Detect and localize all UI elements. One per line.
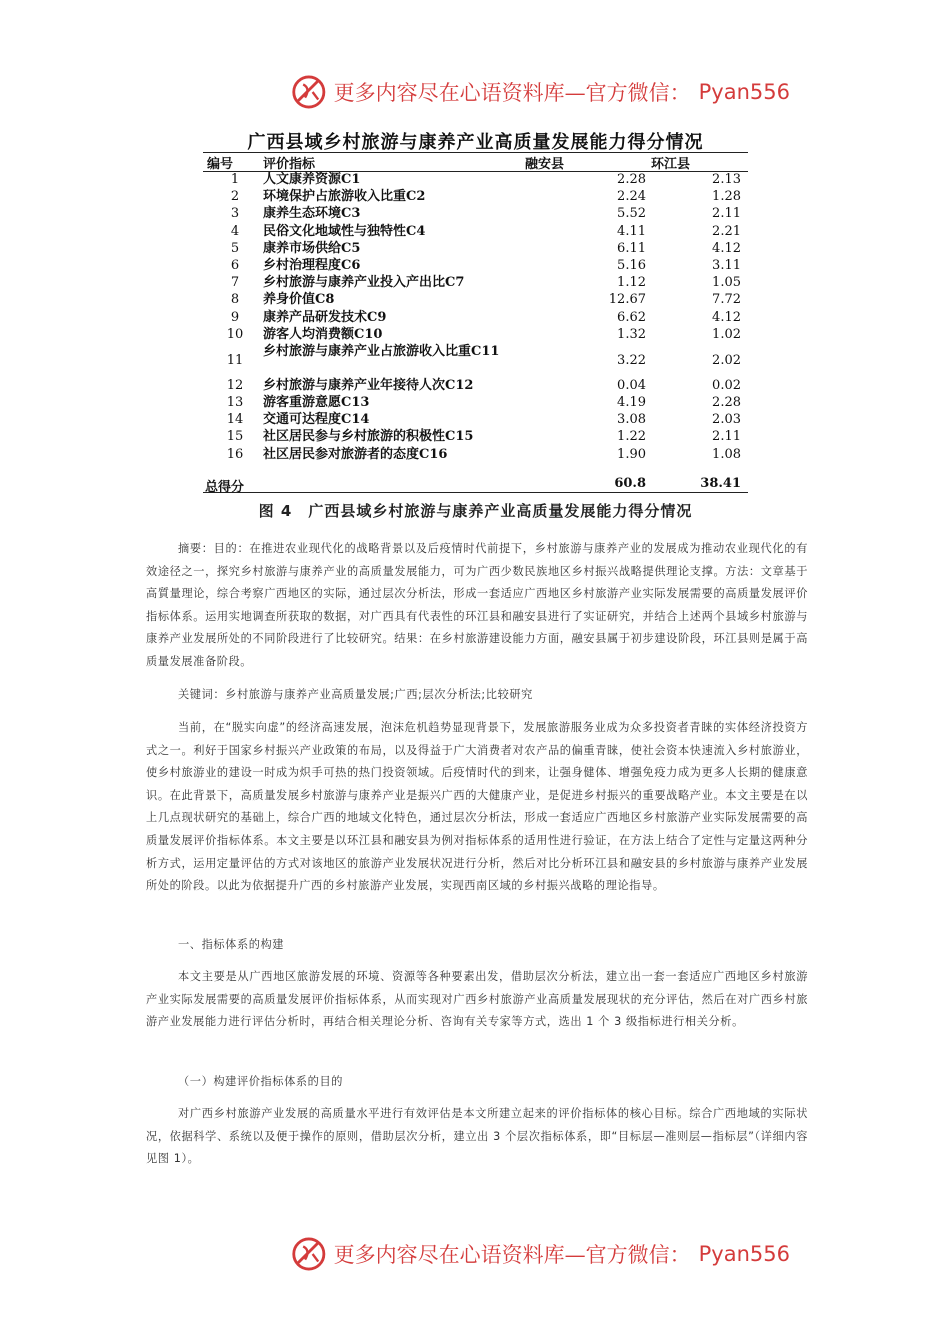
figure-caption: 图 4 广西县域乡村旅游与康养产业高质量发展能力得分情况	[258, 502, 693, 520]
score-table-figure	[203, 128, 748, 528]
table-body	[203, 172, 748, 464]
table-row	[203, 378, 748, 395]
row-indicator: 交通可达程度C14	[263, 412, 370, 428]
row-indicator: 乡村旅游与康养产业投入产出比C7	[263, 275, 465, 291]
row-value-col1: 2.24	[617, 189, 646, 205]
abstract-paragraph: 摘要：目的：在推进农业现代化的战略背景以及后疫情时代前提下，乡村旅游与康养产业的发展成为推动农业现代化的有效途径之一，探究乡村旅游与康养产业的高质量发展能力，可为广西少数民族地区乡村振兴战略提供理论支撑。方法：文章基于高質量理论，综合考察广西地区的实际，通过层次分析法，形成一套适应广西地区乡村旅游产业实际发展需要的高质量发展评价指标体系。运用实地调查所获取的数据，对广西具有代表性的环江县和融安县进行了实证研究，并结合上述两个县域乡村旅游与康养产业发展所处的不同阶段进行了比较研究。结果：在乡村旅游建设能力方面，融安县属于初步建设阶段，环江县则是属于高质量发展准备阶段。	[146, 542, 808, 668]
watermark-banner-bottom	[290, 1232, 790, 1276]
header-indicator: 评价指标	[263, 157, 316, 172]
table-row	[203, 172, 748, 189]
table-title: 广西县域乡村旅游与康养产业高质量发展能力得分情况	[247, 132, 704, 153]
table-row	[203, 412, 748, 429]
row-number: 4	[230, 223, 240, 239]
table-row	[203, 429, 748, 446]
table-row	[203, 241, 748, 258]
intro-paragraph: 当前，在“脱实向虚”的经济高速发展，泡沫危机趋势显现背景下，发展旅游服务业成为众多投资者青睐的实体经济投资方式之一。利好于国家乡村振兴产业政策的布局，以及得益于广大消费者对农产品的偏重青睐，使社会资本快速流入乡村旅游业，使乡村旅游业的建设一时成为炽手可热的热门投资领域。后疫情时代的到来，让强身健体、增强免疫力成为更多人长期的健康意识。在此背景下，高质量发展乡村旅游与康养产业是振兴广西的大健康产业，是促进乡村振兴的重要战略产业。本文主要是在以上几点现状研究的基础上，综合广西的地域文化特色，通过层次分析法，形成一套适应广西地区乡村旅游产业实际发展需要的高质量发展评价指标体系。本文主要是以环江县和融安县为例对指标体系的适用性进行验证，在方法上结合了定性与定量这两种分析方式，运用定量评估的方式对该地区的旅游产业发展状况进行分析，然后对比分析环江县和融安县的乡村旅游与康养产业发展所处的阶段。以此为依据提升广西的乡村旅游产业发展，实现西南区域的乡村振兴战略的理论指导。	[146, 721, 808, 893]
row-value-col2: 2.13	[712, 172, 741, 187]
row-number: 11	[226, 352, 244, 368]
row-indicator: 社区居民参对旅游者的态度C16	[263, 446, 448, 462]
row-value-col2: 1.08	[712, 446, 741, 462]
row-number: 3	[230, 206, 240, 222]
row-value-col2: 2.28	[712, 395, 741, 411]
header-col1: 融安县	[525, 157, 565, 172]
row-indicator: 康养市场供给C5	[263, 240, 361, 256]
row-value-col1: 1.90	[617, 446, 646, 462]
table-row	[203, 258, 748, 275]
row-value-col2: 7.72	[712, 292, 741, 308]
row-indicator: 乡村治理程度C6	[263, 257, 361, 273]
row-value-col1: 5.52	[617, 206, 646, 222]
row-value-col2: 3.11	[712, 257, 741, 273]
section-heading-1: 一、指标体系的构建	[178, 938, 285, 951]
table-row	[203, 224, 748, 241]
row-number: 8	[230, 292, 240, 308]
table-total-row	[203, 476, 748, 493]
row-indicator: 人文康养资源C1	[263, 172, 361, 187]
watermark-banner-top	[290, 70, 790, 114]
watermark-logo-icon	[290, 1235, 328, 1273]
row-value-col1: 6.62	[617, 309, 646, 325]
row-value-col2: 1.05	[712, 275, 741, 291]
row-value-col2: 2.11	[712, 206, 741, 222]
row-indicator: 游客重游意愿C13	[263, 395, 370, 411]
row-number: 9	[230, 309, 240, 325]
row-value-col2: 2.21	[712, 223, 741, 239]
row-value-col1: 1.22	[617, 429, 646, 445]
row-number: 12	[226, 377, 244, 393]
row-number: 10	[226, 326, 244, 342]
row-number: 5	[230, 240, 240, 256]
row-value-col1: 6.11	[617, 240, 646, 256]
row-value-col2: 4.12	[712, 309, 741, 325]
table-row	[203, 395, 748, 412]
watermark-logo-icon	[290, 73, 328, 111]
row-indicator: 环境保护占旅游收入比重C2	[263, 189, 426, 205]
header-no: 编号	[207, 157, 234, 172]
row-number: 14	[226, 412, 244, 428]
row-value-col1: 3.22	[617, 352, 646, 368]
table-row	[203, 344, 748, 378]
table-row	[203, 327, 748, 344]
section-1-paragraph: 本文主要是从广西地区旅游发展的环境、资源等各种要素出发，借助层次分析法，建立出一套一套适应广西地区乡村旅游产业实际发展需要的高质量发展评价指标体系，从而实现对广西乡村旅游产业高质量发展现状的充分评估，然后在对广西乡村旅游产业发展能力进行评估分析时，再结合相关理论分析、咨询有关专家等方式，选出 1 个 3 级指标进行相关分析。	[146, 970, 808, 1029]
row-value-col1: 3.08	[617, 412, 646, 428]
total-value-col2: 38.41	[700, 476, 741, 491]
table-row	[203, 292, 748, 309]
row-number: 6	[230, 257, 240, 273]
row-value-col1: 0.04	[617, 377, 646, 393]
table-row	[203, 447, 748, 464]
row-value-col2: 0.02	[712, 377, 741, 393]
row-number: 16	[226, 446, 244, 462]
table-header	[203, 152, 748, 172]
row-indicator: 乡村旅游与康养产业年接待人次C12	[263, 377, 474, 393]
section-heading-2: （一）构建评价指标体系的目的	[178, 1075, 344, 1088]
header-col2: 环江县	[651, 157, 691, 172]
row-value-col1: 1.32	[617, 326, 646, 342]
watermark-text: 更多内容尽在心语资料库—官方微信：	[333, 81, 691, 105]
row-number: 15	[226, 429, 244, 445]
table-row	[203, 310, 748, 327]
row-value-col2: 1.28	[712, 189, 741, 205]
row-value-col1: 4.19	[617, 395, 646, 411]
row-indicator: 游客人均消费额C10	[263, 326, 383, 342]
row-number: 1	[230, 172, 240, 187]
row-indicator: 养身价值C8	[263, 292, 335, 308]
watermark-wechat: Pyan556	[698, 80, 790, 104]
section-2-paragraph: 对广西乡村旅游产业发展的高质量水平进行有效评估是本文所建立起来的评价指标体的核心目标。综合广西地域的实际状况，依据科学、系统以及便于操作的原则，借助层次分析，建立出 3 个层次指标体系，即“目标层—准则层—指标层”（详细内容见图 1）。	[146, 1107, 808, 1166]
row-indicator: 康养生态环境C3	[263, 206, 361, 222]
row-value-col1: 2.28	[617, 172, 646, 187]
row-indicator: 康养产品研发技术C9	[263, 309, 387, 325]
row-number: 13	[226, 395, 244, 411]
row-value-col1: 1.12	[617, 275, 646, 291]
keywords-paragraph: 关键词：乡村旅游与康养产业高质量发展;广西;层次分析法;比较研究	[178, 688, 533, 701]
row-indicator: 乡村旅游与康养产业占旅游收入比重C11	[263, 343, 500, 359]
row-value-col2: 2.02	[712, 352, 741, 368]
row-value-col2: 2.03	[712, 412, 741, 428]
row-value-col1: 4.11	[617, 223, 646, 239]
row-value-col1: 5.16	[617, 257, 646, 273]
total-label: 总得分	[205, 480, 245, 495]
table-row	[203, 206, 748, 223]
row-indicator: 民俗文化地域性与独特性C4	[263, 223, 426, 239]
row-value-col2: 4.12	[712, 240, 741, 256]
row-value-col2: 2.11	[712, 429, 741, 445]
watermark-text: 更多内容尽在心语资料库—官方微信：	[333, 1243, 691, 1267]
row-indicator: 社区居民参与乡村旅游的积极性C15	[263, 429, 474, 445]
row-number: 2	[230, 189, 240, 205]
watermark-wechat: Pyan556	[698, 1242, 790, 1266]
table-row	[203, 275, 748, 292]
row-number: 7	[230, 275, 240, 291]
table-row	[203, 189, 748, 206]
row-value-col2: 1.02	[712, 326, 741, 342]
total-value-col1: 60.8	[614, 476, 646, 491]
row-value-col1: 12.67	[608, 292, 646, 308]
